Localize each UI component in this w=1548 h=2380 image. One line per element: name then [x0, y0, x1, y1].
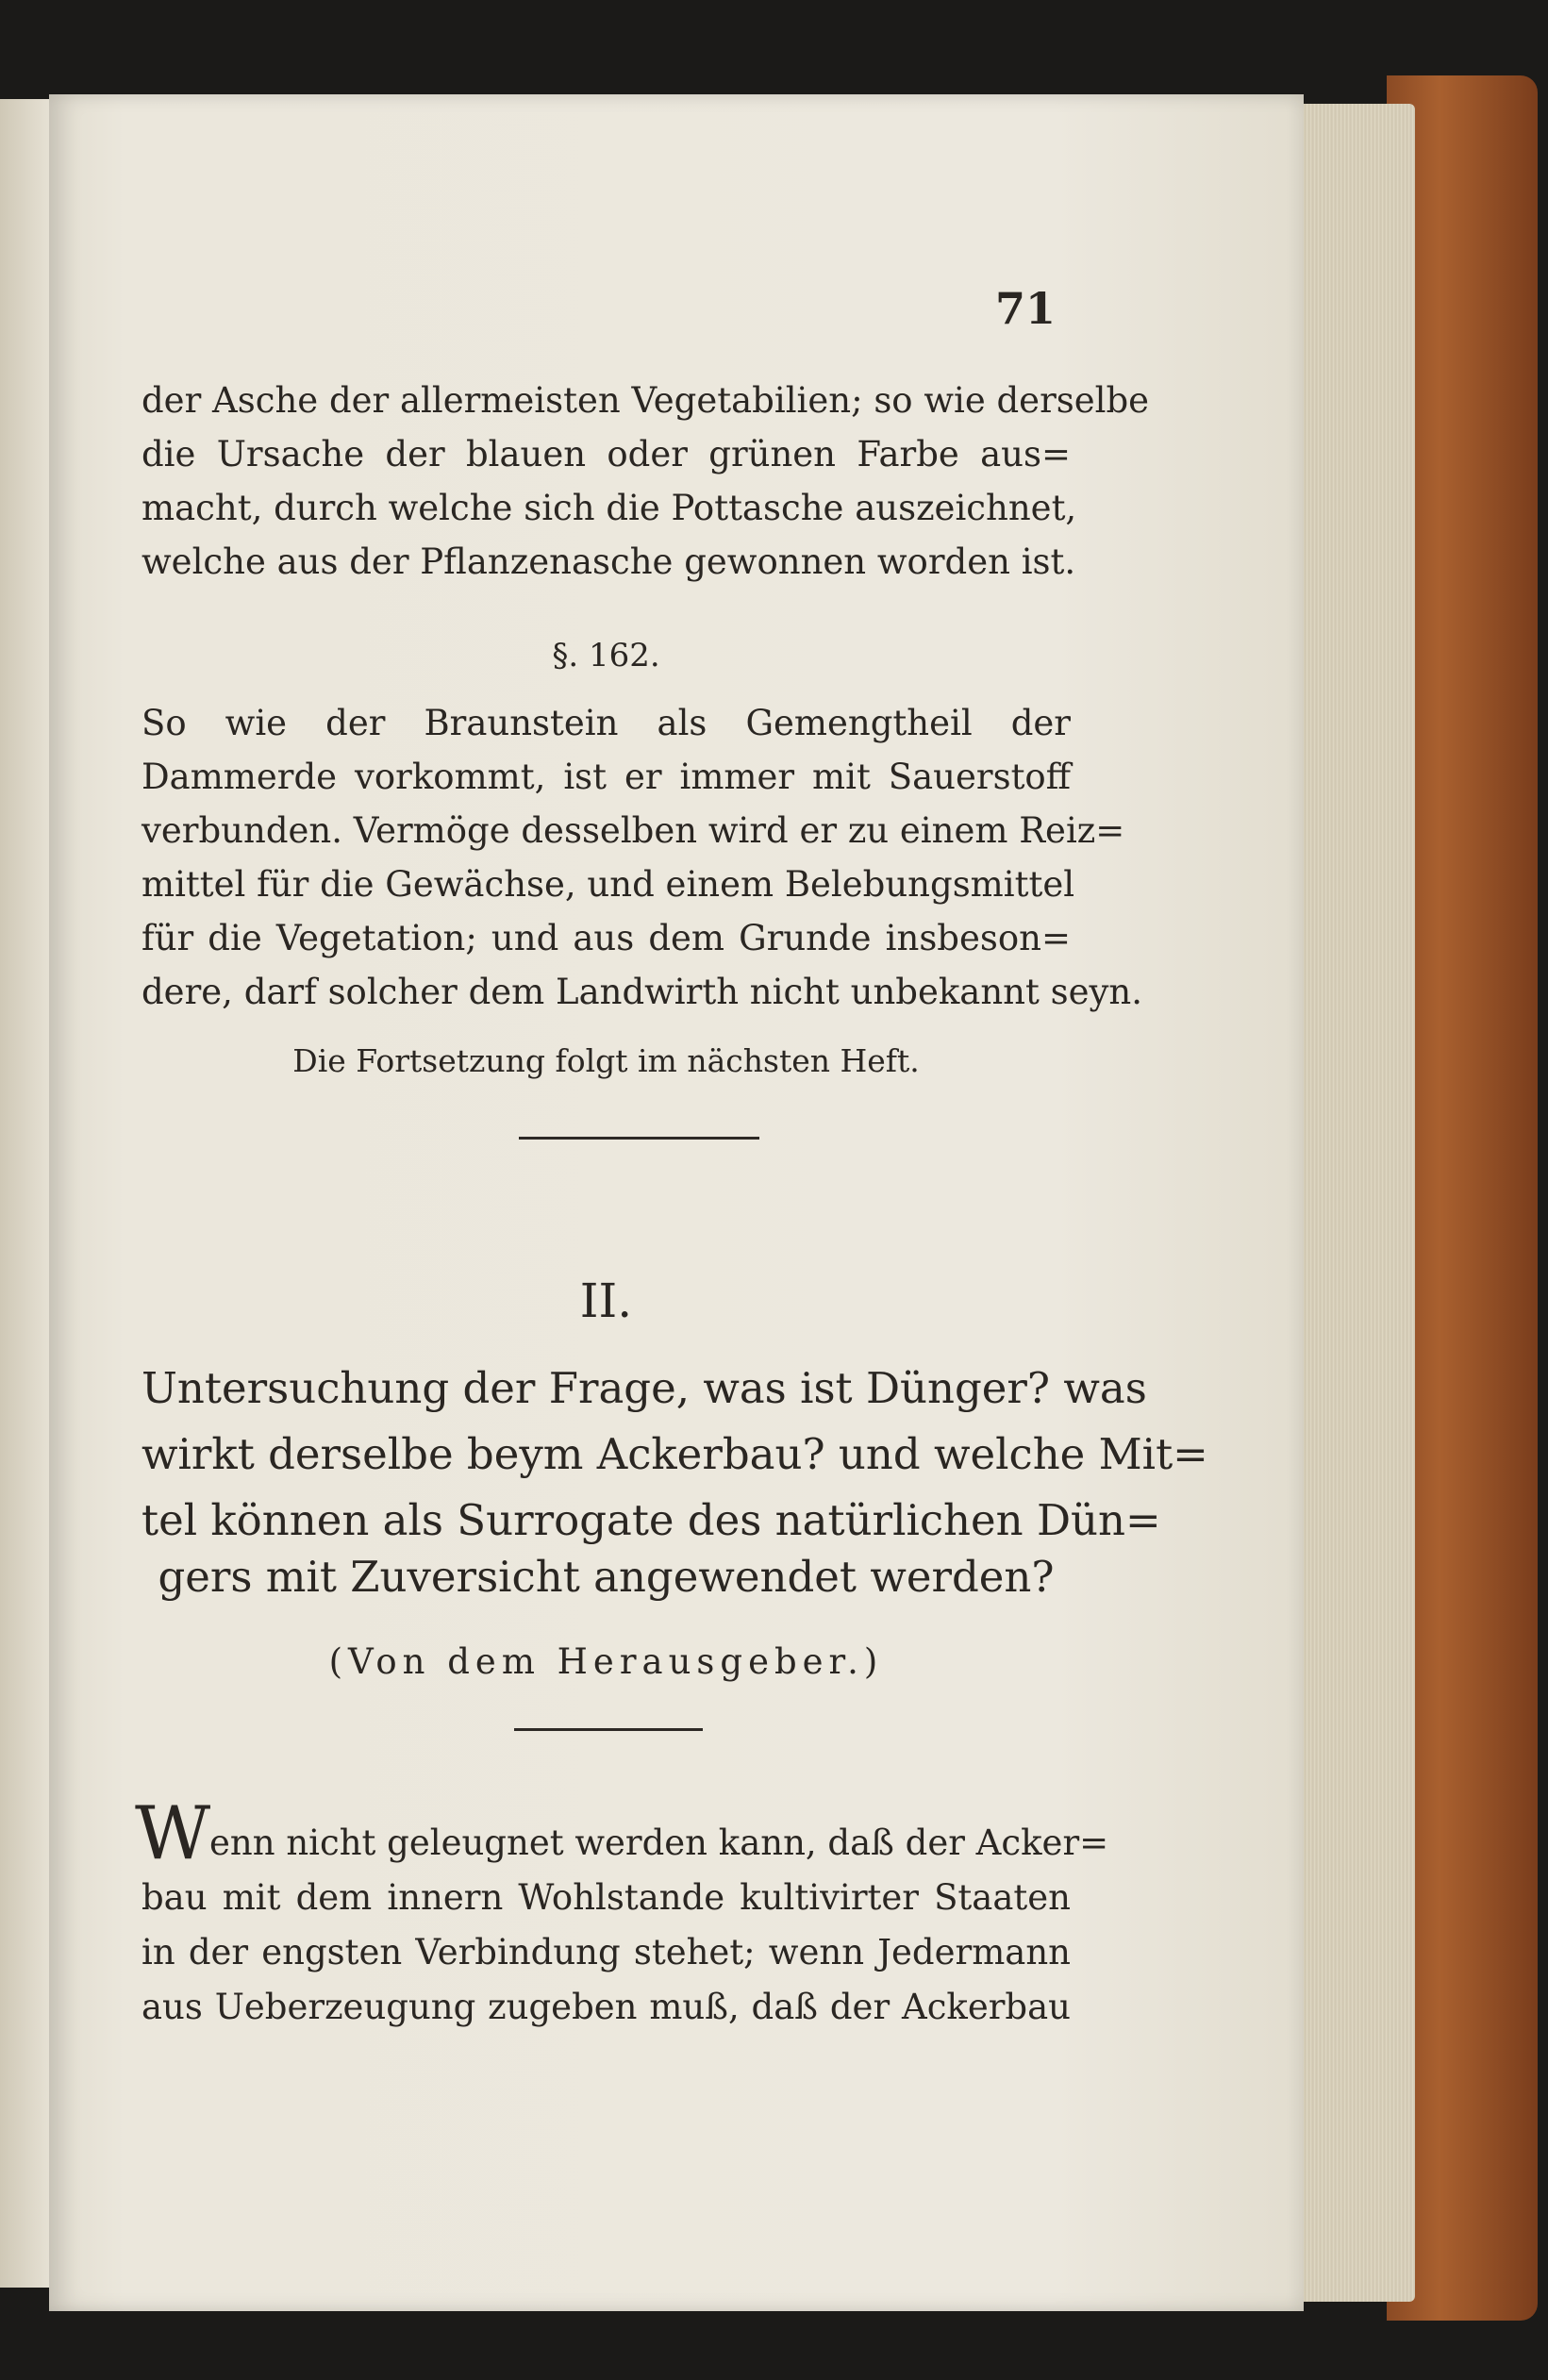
paragraph-line: Dammerde vorkommt, ist er immer mit Sauerstoff	[141, 757, 1071, 797]
book-page	[49, 94, 1304, 2311]
paragraph-line: enn nicht geleugnet werden kann, daß der Acker=	[209, 1822, 1109, 1863]
facing-page-edge	[0, 99, 49, 2288]
article-author: (Von dem Herausgeber.)	[328, 1641, 884, 1682]
article-title-line: tel können als Surrogate des natürlichen Dün=	[141, 1495, 1161, 1545]
paragraph-line: in der engsten Verbindung stehet; wenn Jedermann	[141, 1932, 1071, 1972]
paragraph-line: bau mit dem innern Wohlstande kultivirter Staaten	[141, 1877, 1071, 1918]
paragraph-line: dere, darf solcher dem Landwirth nicht unbekannt seyn.	[141, 972, 1143, 1012]
paragraph-line: aus Ueberzeugung zugeben muß, daß der Ackerbau	[141, 1987, 1071, 2027]
title-divider	[514, 1728, 703, 1731]
section-heading: §. 162.	[552, 637, 660, 674]
continuation-note: Die Fortsetzung folgt im nächsten Heft.	[292, 1042, 920, 1079]
page-edges	[1292, 104, 1415, 2302]
article-title-line: Untersuchung der Frage, was ist Dünger? was	[141, 1363, 1147, 1413]
article-title-line: wirkt derselbe beym Ackerbau? und welche Mit=	[141, 1429, 1208, 1479]
article-title-line: gers mit Zuversicht angewendet werden?	[158, 1552, 1055, 1602]
paragraph-line: verbunden. Vermöge desselben wird er zu einem Reiz=	[141, 810, 1125, 851]
paragraph-line: mittel für die Gewächse, und einem Belebungsmittel	[141, 864, 1075, 905]
paragraph-line: der Asche der allermeisten Vegetabilien; so wie derselbe	[141, 380, 1150, 421]
paragraph-line: die Ursache der blauen oder grünen Farbe aus=	[141, 434, 1071, 474]
paragraph-line: macht, durch welche sich die Pottasche auszeichnet,	[141, 488, 1077, 528]
paragraph-line: für die Vegetation; und aus dem Grunde insbeson=	[141, 918, 1071, 958]
article-number: II.	[579, 1273, 633, 1328]
paragraph-line: welche aus der Pflanzenasche gewonnen worden ist.	[141, 541, 1076, 582]
section-divider	[519, 1137, 759, 1140]
page-number: 71	[995, 283, 1057, 334]
paragraph-line: So wie der Braunstein als Gemengtheil der	[141, 703, 1071, 743]
drop-initial: W	[135, 1791, 211, 1876]
